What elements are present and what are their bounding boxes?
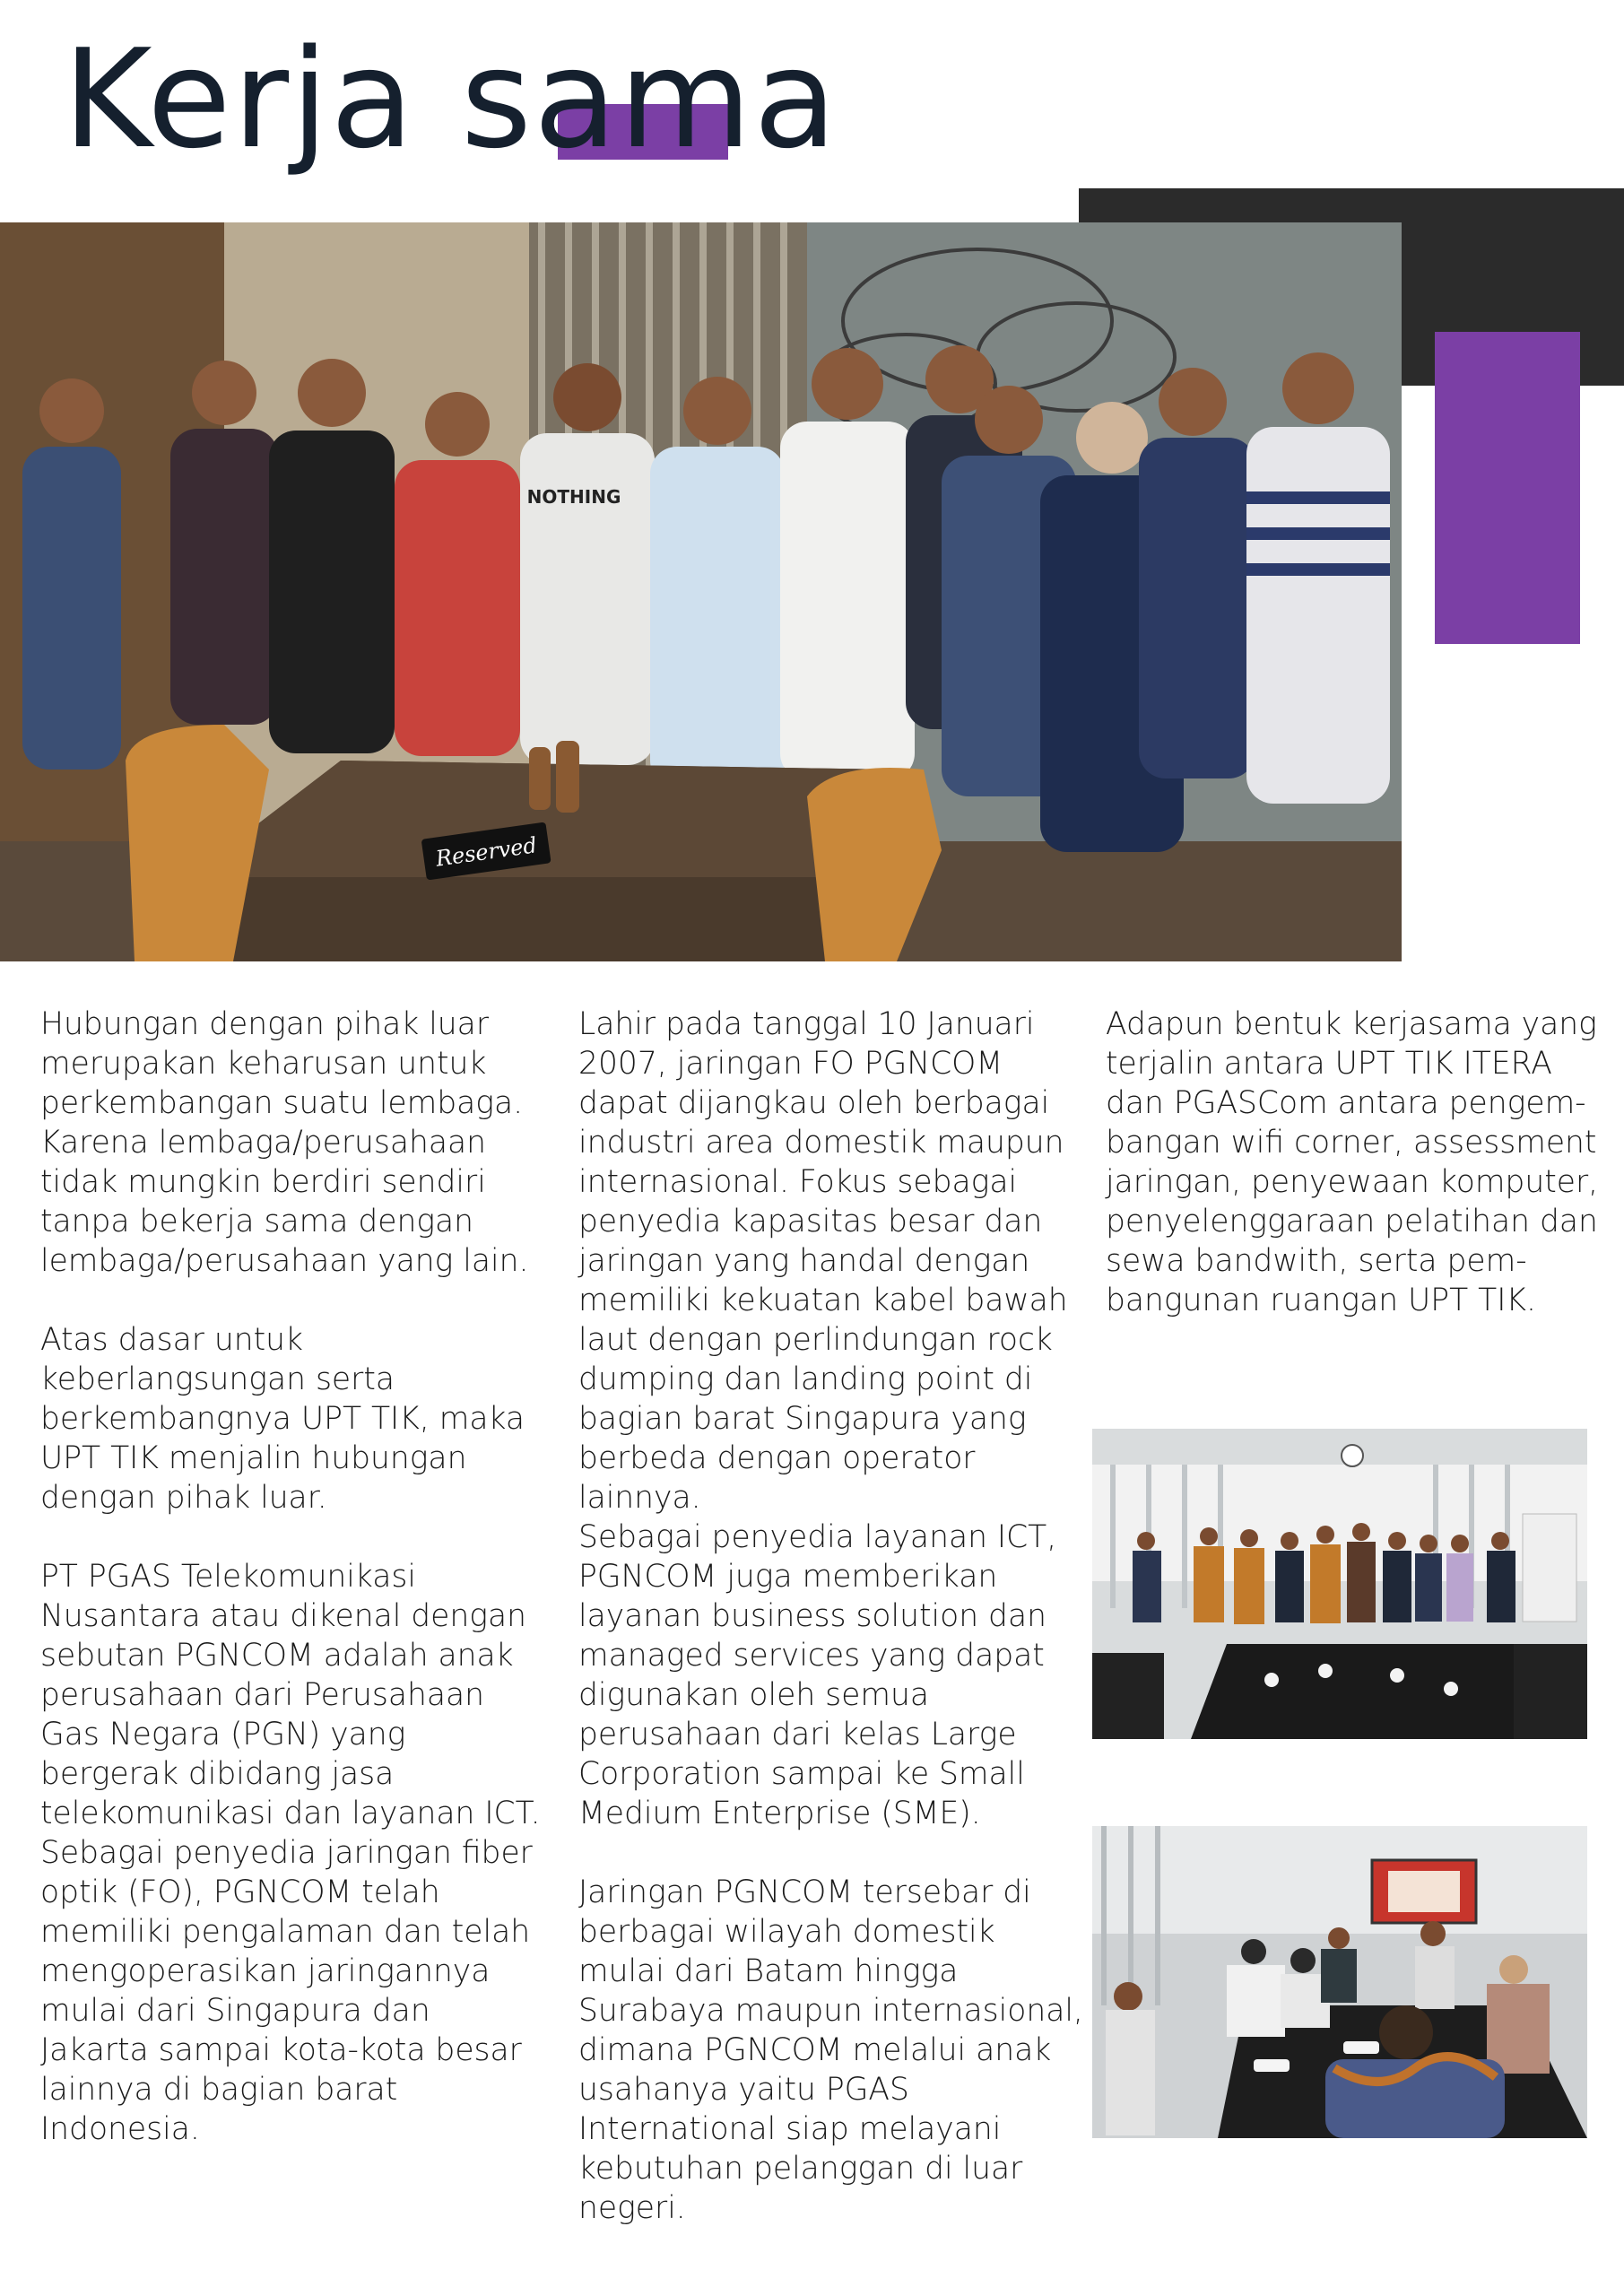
group-photo-restaurant — [0, 222, 1402, 961]
text-column-3 — [1106, 1004, 1599, 1360]
group-photo-illustration — [0, 222, 1402, 961]
paragraph: Adapun bentuk kerjasama yang terjalin antara UPT TIK ITERA dan PGASCom antara pengem-bangan wifi corner, assessment jaringan, penyewaan komputer, penyelenggaraan pelatihan dan sewa bandwith, serta pem-bangunan ruangan UPT TIK. — [1106, 1006, 1599, 1318]
text-column-2 — [578, 1004, 1090, 2267]
meeting-presentation-photo — [1092, 1826, 1587, 2138]
paragraph: Sebagai penyedia layanan ICT, PGNCOM juga memberikan layanan business solution dan managed services yang dapat digunakan oleh semua perusahaan dari kelas Large Corporation sampai ke Small Medium Enterprise (SME). — [578, 1519, 1057, 1831]
meeting-room-illustration — [1092, 1429, 1587, 1739]
presentation-illustration — [1092, 1826, 1587, 2138]
shirt-text: NOTHING — [526, 486, 621, 508]
paragraph: Hubungan dengan pihak luar merupakan keharusan untuk perkembangan suatu lembaga. Karena lembaga/perusahaan tidak mungkin berdiri sendiri tanpa bekerja sama dengan lembaga/perusahaan yang lain. — [40, 1006, 529, 1279]
paragraph: Lahir pada tanggal 10 Januari 2007, jaringan FO PGNCOM dapat dijangkau oleh berbagai industri area domestik maupun internasional. Fokus sebagai penyedia kapasitas besar dan jaringan yang handal dengan memiliki kekuatan kabel bawah laut dengan perlindungan rock dumping dan landing point di bagian barat Singapura yang berbeda dengan operator lainnya. — [578, 1006, 1068, 1516]
page-title: Kerja sama — [63, 20, 839, 178]
reserved-sign-text: Reserved — [434, 832, 539, 872]
title-block — [63, 18, 870, 197]
paragraph: PT PGAS Telekomunikasi Nusantara atau dikenal dengan sebutan PGNCOM adalah anak perusahaan dari Perusahaan Gas Negara (PGN) yang bergerak dibidang jasa telekomunikasi dan layanan ICT. Sebagai penyedia jaringan fiber optik (FO), PGNCOM telah memiliki pengalaman dan telah mengoperasikan jaringannya mulai dari Singapura dan Jakarta sampai kota-kota besar lainnya di bagian barat Indonesia. — [40, 1559, 541, 2147]
paragraph: Atas dasar untuk keberlangsungan serta berkembangnya UPT TIK, maka UPT TIK menjalin hubungan dengan pihak luar. — [40, 1322, 525, 1516]
paragraph: Jaringan PGNCOM tersebar di berbagai wilayah domestik mulai dari Batam hingga Surabaya maupun internasional, dimana PGNCOM melalui anak usahanya yaitu PGAS International siap melayani kebutuhan pelanggan di luar negeri. — [578, 1874, 1083, 2226]
text-column-1 — [40, 1004, 543, 2188]
group-photo-meeting-room — [1092, 1429, 1587, 1739]
decorative-purple-block — [1435, 332, 1580, 644]
